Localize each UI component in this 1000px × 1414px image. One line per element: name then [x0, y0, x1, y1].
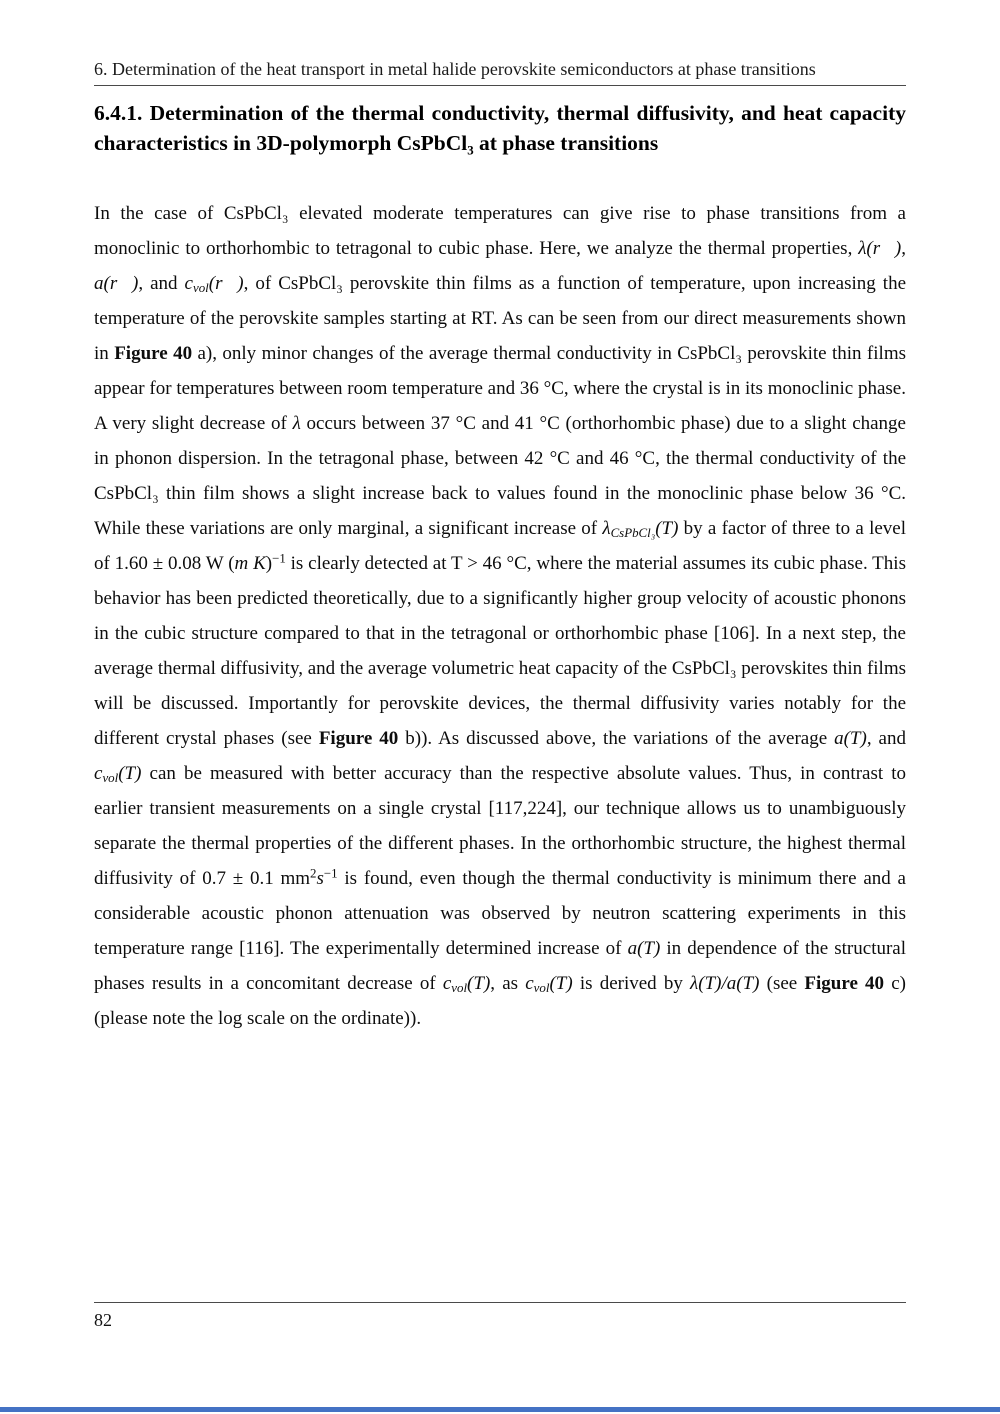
text-run: is derived by	[572, 973, 691, 994]
text-run: c) (please note the log scale on the ordinate)).	[94, 973, 906, 1029]
text-run: Figure 40	[318, 728, 399, 749]
text-run: vol	[102, 770, 119, 786]
text-run: , and	[866, 728, 906, 749]
text-run: λ	[602, 518, 611, 539]
text-run: vol	[451, 980, 468, 996]
text-run: −1	[272, 550, 286, 566]
text-run: in dependence of the structural phases results in a concomitant decrease of	[94, 938, 907, 994]
text-run: )	[265, 553, 273, 574]
text-run: −1	[323, 865, 338, 881]
page-number: 82	[94, 1310, 112, 1330]
text-run: vol	[192, 280, 209, 296]
text-run: λ	[292, 413, 301, 434]
running-header: 6. Determination of the heat transport in metal halide perovskite semiconductors at phase transitions	[94, 59, 816, 79]
text-run: (T)	[118, 763, 142, 784]
text-run: Figure 40	[804, 973, 885, 994]
text-run: , of CsPbCl₃ perovskite thin films as a function of temperature, upon increasing the temperature of the perovskite samples starting at RT. As can be seen from our direct measurements shown in	[94, 273, 906, 364]
text-run: is found, even though the thermal conductivity is minimum there and a considerable acoustic phonon attenuation was observed by neutron scattering experiments in this temperature range [116]. The experimentally determined increase of	[94, 868, 906, 959]
text-run: a(T)	[834, 728, 867, 749]
text-run: m K	[234, 553, 266, 574]
text-run: (T)	[467, 973, 491, 994]
text-run: c	[94, 763, 103, 784]
text-run: occurs between 37 °C and 41 °C (orthorhombic phase) due to a slight change in phonon dispersion. In the tetragonal phase, between 42 °C and 46 °C, the thermal conductivity of the CsPbCl₃ thin film shows a slight increase back to values found in the monoclinic phase below 36 °C. While these variations are only marginal, a significant increase of	[94, 413, 906, 539]
text-run: , and	[138, 273, 185, 294]
header-divider	[94, 85, 906, 86]
text-run: by a factor of three to a level of 1.60 ± 0.08 W (	[94, 518, 906, 574]
text-run: a(T)	[627, 938, 661, 959]
text-run: (T)	[549, 973, 573, 994]
page-footer	[94, 1302, 906, 1331]
text-run: Figure 40	[114, 343, 193, 364]
text-run: can be measured with better accuracy than the respective absolute values. Thus, in contrast to earlier transient measurements on a single crystal [117,224], our technique allows us to unambiguously separate the thermal properties of the different phases. In the orthorhombic structure, the highest thermal diffusivity of 0.7 ± 0.1 mm	[94, 763, 906, 889]
text-run: is clearly detected at T > 46 °C, where the material assumes its cubic phase. This behavior has been predicted theoretically, due to a significantly higher group velocity of acoustic phonons in the cubic structure compared to that in the tetragonal or orthorhombic phase [106]. In a next step, the average thermal diffusivity, and the average volumetric heat capacity of the CsPbCl₃ perovskites thin films will be discussed. Importantly for perovskite devices, the thermal diffusivity varies notably for the different crystal phases (see	[94, 553, 906, 749]
section-heading: 6.4.1. Determination of the thermal conductivity, thermal diffusivity, and heat capacity characteristics in 3D-polymorph CsPbCl₃ at phase transitions	[94, 101, 906, 155]
text-run: c	[184, 273, 193, 294]
text-run: (T)	[655, 518, 679, 539]
body-paragraph	[94, 196, 906, 1036]
text-run: CsPbCl₃	[610, 525, 656, 541]
footer-divider	[94, 1302, 906, 1303]
text-run: (see	[759, 973, 805, 994]
text-run: λ(T)/a(T)	[690, 973, 760, 994]
text-run: c	[525, 973, 534, 994]
text-run: λ(r⃗)	[858, 238, 902, 259]
page-bottom-edge	[0, 1407, 1000, 1412]
text-run: (r⃗)	[208, 273, 244, 294]
text-run: c	[442, 973, 452, 994]
text-run: ,	[901, 238, 906, 259]
text-run: 2	[310, 865, 317, 881]
text-run: , as	[490, 973, 526, 994]
text-run: a), only minor changes of the average thermal conductivity in CsPbCl₃ perovskite thin films appear for temperatures between room temperature and 36 °C, where the crystal is in its monoclinic phase. A very slight decrease of	[94, 343, 906, 434]
text-run: s	[316, 868, 324, 889]
text-run: vol	[533, 980, 550, 996]
text-run: In the case of CsPbCl₃ elevated moderate temperatures can give rise to phase transitions from a monoclinic to orthorhombic to tetragonal to cubic phase. Here, we analyze the thermal properties,	[94, 203, 906, 259]
text-run: b)). As discussed above, the variations of the average	[398, 728, 835, 749]
text-run: a(r⃗)	[94, 273, 139, 294]
